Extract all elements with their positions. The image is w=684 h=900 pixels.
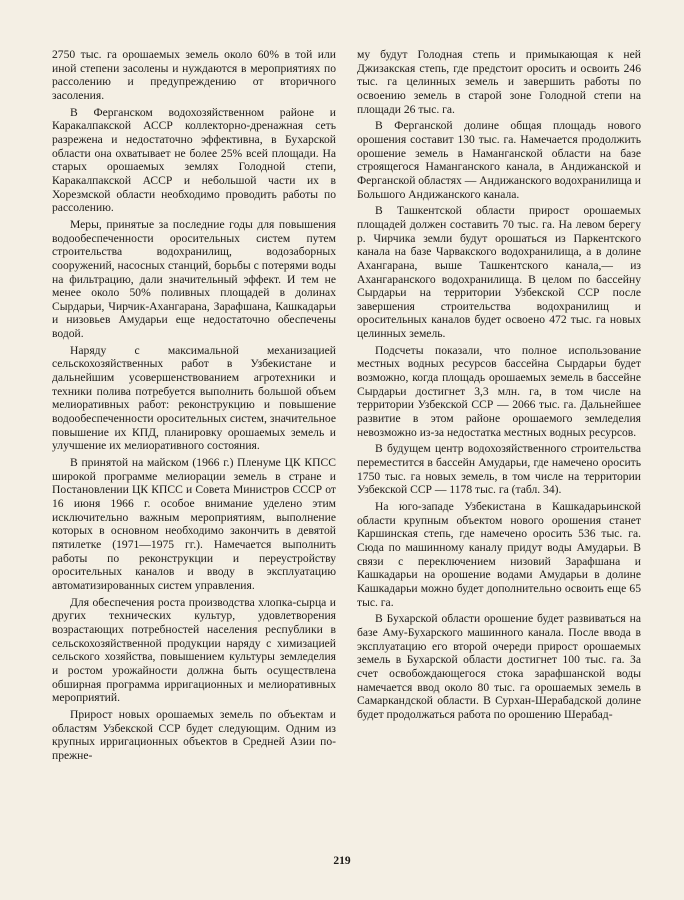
paragraph: му будут Голодная степь и примыкающая к ней Джизакская степь, где предстоит оросить и освоить 246 тыс. га целинных земель и завершить работы по освоению земель в старой зоне Голодной степи на площади 26 тыс. га.	[357, 48, 641, 116]
paragraph: Меры, принятые за последние годы для повышения водообеспеченности оросительных систем путем строительства водохранилищ, водозаборных сооружений, насосных станций, борьбы с потерями воды на фильтрацию, дали значительный эффект. И тем не менее около 50% поливных площадей в долинах Сырдарьи, Чирчик-Ахангарана, Зарафшана, Кашкадарьи и низовьев Амударьи еще недостаточно обеспечены водой.	[52, 217, 336, 341]
paragraph: На юго-западе Узбекистана в Кашкадарьинской области крупным объектом нового орошения станет Каршинская степь, где намечено оросить 536 тыс. га. Сюда по машинному каналу придут воды Амударьи. В связи с переключением низовий Зарафшана и Кашкадарьи на орошение водами Амударьи в долине Кашкадарьи можно будет дополнительно освоить еще 65 тыс. га.	[357, 500, 641, 609]
paragraph: Для обеспечения роста производства хлопка-сырца и других технических культур, удовлетворения возрастающих потребностей населения республики в сельскохозяйственной продукции наряду с химизацией сельского хозяйства, повышением культуры земледелия и ростом урожайности должна быть осуществлена обширная программа ирригационных и мелиоративных мероприятий.	[52, 595, 336, 705]
page-number: 219	[333, 855, 351, 867]
right-text-column	[357, 48, 641, 722]
left-text-column	[52, 48, 336, 762]
paragraph: Наряду с максимальной механизацией сельскохозяйственных работ в Узбекистане и дальнейшим усовершенствованием агротехники и техники полива потребуется выполнить большой объем мелиоративных работ: реконструкцию и повышение водообеспеченности оросительных систем, значительное повышение их КПД, планировку орошаемых земель и улучшение их мелиоративного состояния.	[52, 343, 336, 453]
paragraph: В Ташкентской области прирост орошаемых площадей должен составить 70 тыс. га. На левом берегу р. Чирчика земли будут орошаться из Паркентского канала на базе Чарвакского водохранилища, а в долине Ахангарана, выше Ташкентского канала,— из Ахангаранского водохранилища. В целом по бассейну Сырдарьи на территории Узбекской ССР после завершения строительства водохранилищ и оросительных каналов будет освоено 472 тыс. га новых целинных земель.	[357, 204, 641, 341]
paragraph: В будущем центр водохозяйственного строительства переместится в бассейн Амударьи, где намечено оросить 1750 тыс. га новых земель, в том числе на территории Узбекской ССР — 1178 тыс. га (табл. 34).	[357, 442, 641, 497]
paragraph: В Ферганской долине общая площадь нового орошения составит 130 тыс. га. Намечается продолжить орошение земель в Наманганской области на базе строящегося Наманганского канала, в Андижанской и Ферганской областях — Андижанского водохранилища и Большого Андижанского канала.	[357, 119, 641, 201]
paragraph: 2750 тыс. га орошаемых земель около 60% в той или иной степени засолены и нуждаются в мероприятиях по рассолению и предупреждению от вторичного засоления.	[52, 48, 336, 102]
paragraph: В Ферганском водохозяйственном районе и Каракалпакской АССР коллекторно-дренажная сеть разрежена и недостаточно эффективна, в Бухарской области она охватывает не более 25% всей площади. На старых орошаемых землях Голодной степи, Каракалпакской АССР и небольшой части их в Хорезмской области необходимо проводить работы по рассолению.	[52, 105, 336, 215]
paragraph: В принятой на майском (1966 г.) Пленуме ЦК КПСС широкой программе мелиорации земель в стране и Постановлении ЦК КПСС и Совета Министров СССР от 16 июня 1966 г. особое внимание уделено этим исключительно важным мероприятиям, выполнение которых в основном необходимо закончить в девятой пятилетке (1971—1975 гг.). Намечается выполнить работы по реконструкции и переустройству оросительных каналов и вводу в эксплуатацию автоматизированных систем управления.	[52, 456, 336, 592]
paragraph: Подсчеты показали, что полное использование местных водных ресурсов бассейна Сырдарьи будет возможно, когда площадь орошаемых земель в бассейне Сырдарьи достигнет 3,3 млн. га, в том числе на территории Узбекской ССР — 2066 тыс. га. Дальнейшее развитие в этом районе орошаемого земледелия невозможно из-за недостатка местных водных ресурсов.	[357, 343, 641, 439]
paragraph: В Бухарской области орошение будет развиваться на базе Аму-Бухарского машинного канала. После ввода в эксплуатацию его второй очереди прирост орошаемых земель в Бухарской области достигнет 100 тыс. га. За счет освобождающегося стока зарафшанской воды намечается ввод около 80 тыс. га орошаемых земель в Самаркандской области. В Сурхан-Шерабадской долине будет продолжаться работа по орошению Шерабад-	[357, 612, 641, 721]
paragraph: Прирост новых орошаемых земель по объектам и областям Узбекской ССР будет следующим. Одним из крупных ирригационных объектов в Средней Азии по-прежне-	[52, 707, 336, 762]
